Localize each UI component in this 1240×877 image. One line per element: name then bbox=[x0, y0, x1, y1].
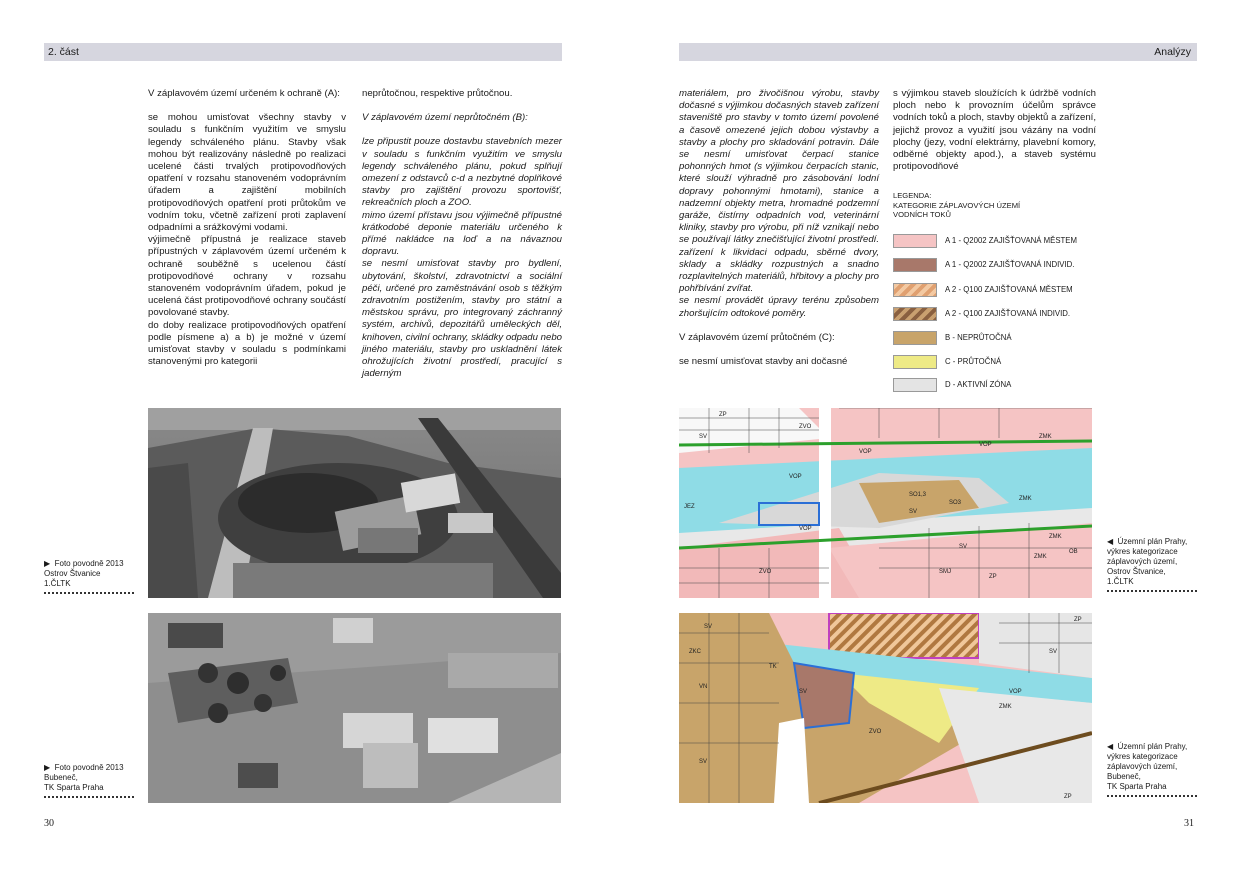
caption-line: Ostrov Štvanice bbox=[44, 569, 101, 578]
paragraph: V záplavovém území neprůtočném (B): bbox=[362, 112, 528, 124]
caption-line: 1.ČLTK bbox=[44, 579, 71, 588]
map-zone-label: ZKC bbox=[689, 649, 701, 655]
map-zone-label: VOP bbox=[979, 442, 992, 448]
paragraph-gap bbox=[362, 100, 562, 112]
map-zone-label: ZMK bbox=[1049, 534, 1062, 540]
legend-title-line: KATEGORIE ZÁPLAVOVÝCH ÚZEMÍ bbox=[893, 200, 1021, 210]
right-col2-paragraph: s výjimkou staveb sloužících k údržbě vodních ploch nebo k provozním účelům správce vodních toků a ploch, stavby objektů a zařízení, jejichž provoz a využití jsou vázány na vodní plochy (jezy, vodní elektrárny, plavební komory, odběrné objekty apod.), a staveb systému protipovodňové bbox=[893, 88, 1096, 173]
caption-line: záplavových území, bbox=[1107, 762, 1178, 771]
map-zone-label: SV bbox=[1049, 649, 1058, 655]
legend-item bbox=[893, 355, 1123, 369]
legend-label: A 1 - Q2002 ZAJIŠŤOVANÁ INDIVID. bbox=[945, 260, 1075, 269]
caption-line: TK Sparta Praha bbox=[1107, 782, 1167, 791]
left-text-column-2 bbox=[362, 88, 562, 380]
zoning-map-stvanice bbox=[679, 408, 1092, 598]
map-zone-label: ZVO bbox=[759, 569, 772, 575]
legend-label: A 2 - Q100 ZAJIŠŤOVANÁ MĚSTEM bbox=[945, 285, 1073, 294]
legend-title-line: LEGENDA: bbox=[893, 191, 932, 200]
caption-line: Bubeneč, bbox=[1107, 772, 1141, 781]
caption-line: TK Sparta Praha bbox=[44, 783, 104, 792]
paragraph: V záplavovém území určeném k ochraně (A): bbox=[148, 88, 340, 99]
map-zone-label: OB bbox=[1069, 549, 1078, 555]
paragraph-gap bbox=[679, 320, 879, 332]
map-zone-label: SV bbox=[909, 509, 918, 515]
caption-photo-2 bbox=[44, 763, 134, 798]
map-zone-label: SV bbox=[959, 544, 968, 550]
map-zone-label: VOP bbox=[859, 449, 872, 455]
caption-line: ▶ Foto povodně 2013 bbox=[44, 559, 124, 568]
legend-swatch bbox=[893, 331, 937, 345]
legend-item bbox=[893, 234, 1123, 248]
caption-line: ◀ Územní plán Prahy, bbox=[1107, 742, 1188, 751]
paragraph: do doby realizace protipovodňových opatření podle písmene a) a b) je možné v území umisťovat stavby v souladu s podmínkami stanovenými pro kategorii bbox=[148, 319, 346, 368]
legend-item bbox=[893, 307, 1123, 321]
zoning-map-bubenec bbox=[679, 613, 1092, 803]
flood-photo-bubenec bbox=[148, 613, 561, 803]
flood-photo-stvanice bbox=[148, 408, 561, 598]
map-zone-label: ZP bbox=[989, 574, 997, 580]
legend-swatch bbox=[893, 258, 937, 272]
legend-label: C - PRŮTOČNÁ bbox=[945, 357, 1002, 366]
paragraph: materiálem, pro živočišnou výrobu, stavby dočasné s výjimkou dočasných staveb zařízení staveniště pro stavby v tomto území povolené a časově omezené jejich dobou výstavby a stavby a plochy pro skladování potravin. Dále se nesmí umisťovat čerpací stanice pohonných hmot (s výjimkou čerpacích stanic, které slouží výhradně pro zásobování lodní dopravy pohonnými hmotami), stanice a nadzemní objekty metra, hromadné podzemní garáže, čistírny odpadních vod, veterinární kliniky, stavby pro výrobu, při níž vznikají nebo se používají látky znečišťující životní prostředí. zařízení k likvidaci odpadu, sběrné dvory, sklady a skládky rozpustných a snadno rozplavitelných materiálů, hřbitovy a plochy pro pohřbívání zvířat. bbox=[679, 88, 879, 295]
legend-swatch bbox=[893, 234, 937, 248]
map-zone-label: SO3 bbox=[949, 500, 962, 506]
caption-divider bbox=[44, 796, 134, 798]
paragraph: neprůtočnou, respektive průtočnou. bbox=[362, 88, 513, 99]
legend-swatch bbox=[893, 355, 937, 369]
paragraph: se nesmí provádět úpravy terénu způsobem zhoršujícím odtokové poměry. bbox=[679, 295, 879, 319]
map-zone-label: ZMK bbox=[1034, 554, 1047, 560]
paragraph: mimo území přístavu jsou výjimečně přípustné krátkodobé deponie materiálu určeného k přímé nakládce na loď a na návaznou dopravu. bbox=[362, 209, 562, 258]
section-header-right: Analýzy bbox=[679, 43, 1197, 61]
map-zone-label: TK bbox=[769, 664, 777, 670]
caption-line: Bubeneč, bbox=[44, 773, 78, 782]
legend-swatch bbox=[893, 378, 937, 392]
paragraph-gap bbox=[362, 124, 562, 136]
map-zone-label: SMJ bbox=[939, 569, 951, 575]
caption-line: Ostrov Štvanice, bbox=[1107, 567, 1166, 576]
map-zone-label: ZMK bbox=[999, 704, 1012, 710]
map-zone-label: ZP bbox=[1064, 794, 1072, 800]
map-zone-label: ZVO bbox=[869, 729, 882, 735]
caption-map-2 bbox=[1107, 742, 1197, 797]
legend-swatch bbox=[893, 283, 937, 297]
legend-item bbox=[893, 331, 1123, 345]
page-number-left: 30 bbox=[44, 818, 54, 829]
caption-line: záplavových území, bbox=[1107, 557, 1178, 566]
legend-label: D - AKTIVNÍ ZÓNA bbox=[945, 380, 1012, 389]
map-zone-label: VOP bbox=[1009, 689, 1022, 695]
paragraph: výjimečně přípustná je realizace staveb přípustných v záplavovém území určeném k ochraně souběžně s ucelenou částí protipovodňové ochrany v rozsahu stanoveném vodoprávním úřadem, pokud je ucelená část protipovodňové ochrany součástí povolované stavby. bbox=[148, 234, 346, 319]
caption-line: ◀ Územní plán Prahy, bbox=[1107, 537, 1188, 546]
legend-label: A 2 - Q100 ZAJIŠŤOVANÁ INDIVID. bbox=[945, 309, 1071, 318]
map-zone-label: ZMK bbox=[1019, 496, 1032, 502]
paragraph: V záplavovém území průtočném (C): bbox=[679, 331, 835, 343]
paragraph: se nesmí umisťovat stavby pro bydlení, ubytování, školství, zdravotnictví a sociální péči, určené pro zaměstnávání osob s těžkým zdravotním postižením, stavby pro státní a městskou správu, pro integrovaný záchranný systém, archivů, depozitářů uměleckých děl, knihoven, civilní ochrany, skládky odpadu nebo jiného materiálu, stavby pro uskladnění látek ohrožujících životní prostředí, pracující s jaderným bbox=[362, 258, 562, 380]
paragraph-gap bbox=[148, 100, 346, 112]
legend-title bbox=[893, 191, 1020, 220]
left-text-column-1 bbox=[148, 88, 346, 368]
paragraph-gap bbox=[679, 344, 879, 356]
legend-item bbox=[893, 378, 1123, 392]
caption-divider bbox=[44, 592, 134, 594]
map-zone-label: SV bbox=[699, 434, 708, 440]
section-header-left: 2. část bbox=[44, 43, 562, 61]
right-text-column-1 bbox=[679, 88, 879, 368]
map-zone-label: VN bbox=[699, 684, 708, 690]
legend-title-line: VODNÍCH TOKŮ bbox=[893, 210, 951, 219]
caption-divider bbox=[1107, 795, 1197, 797]
legend-label: B - NEPRŮTOČNÁ bbox=[945, 333, 1012, 342]
caption-divider bbox=[1107, 590, 1197, 592]
paragraph: se mohou umisťovat všechny stavby v souladu s funkčním využitím ve smyslu legendy schváleného plánu. Stavby však mohou být realizovány následně po realizaci ucelené části trvalých protipovodňových opatření v rozsahu stanoveném vodoprávním úřadem a zajištění mobilních protipovodňových opatření proti průtokům ve vodním toku, včetně zařízení proti zaplavení odpadními a srážkovými vodami. bbox=[148, 112, 346, 234]
caption-line: výkres kategorizace bbox=[1107, 547, 1178, 556]
map-zone-label: VOP bbox=[799, 526, 812, 532]
map-zone-label: ZP bbox=[1074, 617, 1082, 623]
map-zone-label: ZP bbox=[719, 412, 727, 418]
caption-line: ▶ Foto povodně 2013 bbox=[44, 763, 124, 772]
paragraph: se nesmí umisťovat stavby ani dočasné bbox=[679, 356, 848, 368]
legend-item bbox=[893, 258, 1123, 272]
page-number-right: 31 bbox=[1184, 818, 1194, 829]
legend-swatch bbox=[893, 307, 937, 321]
map-zone-label: SV bbox=[704, 624, 713, 630]
caption-photo-1 bbox=[44, 559, 134, 594]
right-text-column-2 bbox=[893, 88, 1096, 173]
map-zone-label: VOP bbox=[789, 474, 802, 480]
map-zone-label: ZVO bbox=[799, 424, 812, 430]
legend-item bbox=[893, 283, 1123, 297]
legend-label: A 1 - Q2002 ZAJIŠŤOVANÁ MĚSTEM bbox=[945, 236, 1078, 245]
map-zone-label: SO1,3 bbox=[909, 492, 927, 498]
caption-line: výkres kategorizace bbox=[1107, 752, 1178, 761]
caption-map-1 bbox=[1107, 537, 1197, 592]
map-zone-label: SV bbox=[699, 759, 708, 765]
map-zone-label: ZMK bbox=[1039, 434, 1052, 440]
caption-line: 1.ČLTK bbox=[1107, 577, 1134, 586]
map-zone-label: SV bbox=[799, 689, 808, 695]
map-zone-label: JEZ bbox=[684, 504, 695, 510]
paragraph: lze připustit pouze dostavbu stavebních mezer v souladu s funkčním využitím ve smyslu legendy schváleného plánu, pokud splňují omezení z odstavců c-d a nezbytné doplňkové stavby pro zajištění provozu sportovišť, rekreačních ploch a ZOO. bbox=[362, 136, 562, 209]
